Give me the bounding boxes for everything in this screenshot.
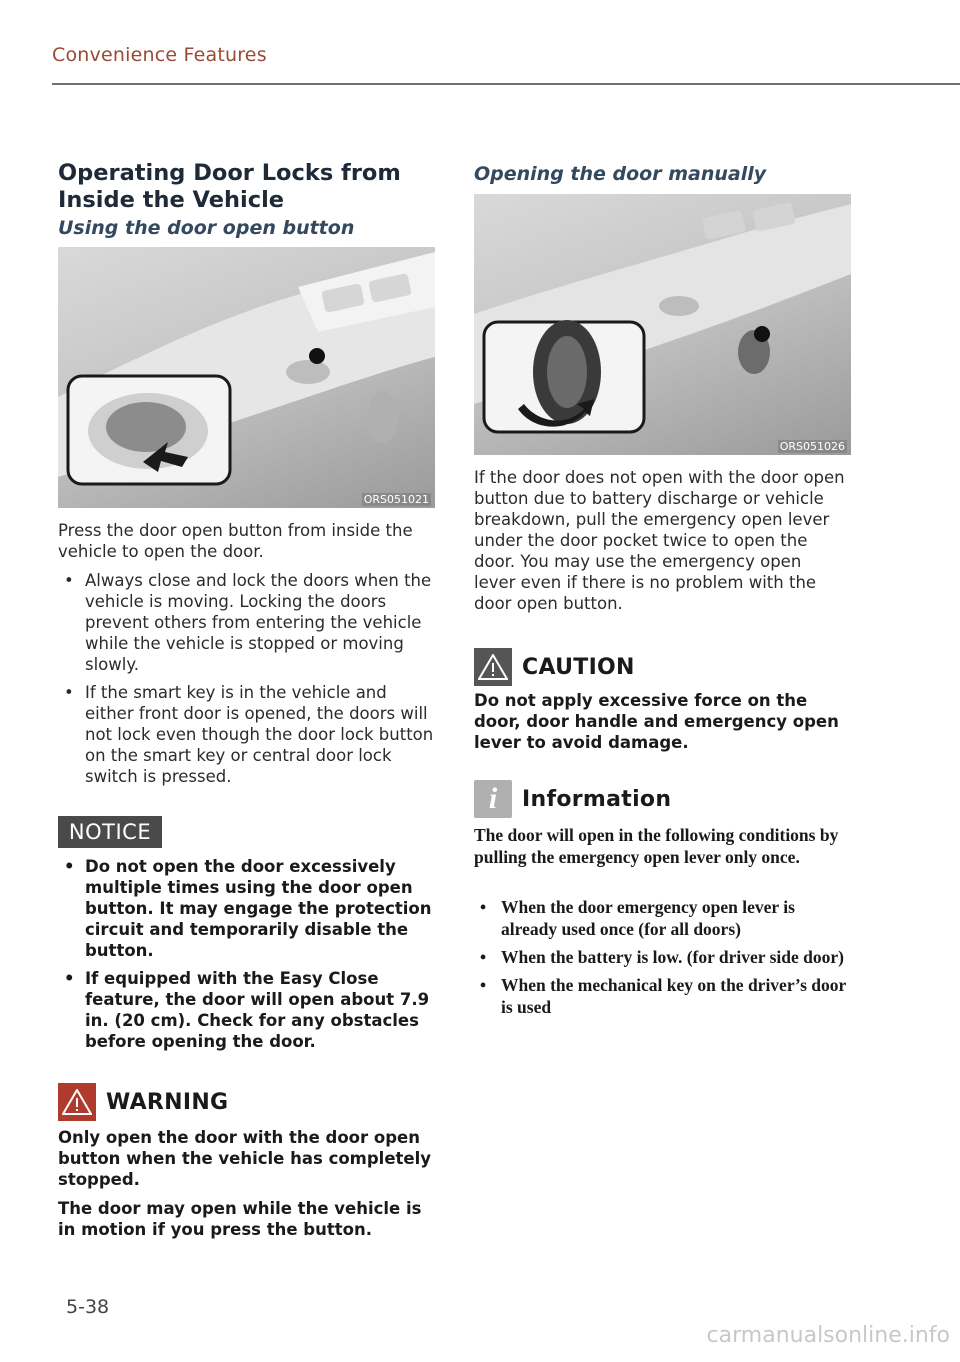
notice-badge: NOTICE bbox=[58, 816, 162, 848]
subheading-opening-manually: Opening the door manually bbox=[474, 163, 767, 185]
caution-text: Do not apply excessive force on the door, door handle and emergency open lever to avoid damage. bbox=[474, 691, 839, 752]
list-item: • When the mechanical key on the driver’s door is used bbox=[474, 974, 852, 1018]
manual-open-paragraph: If the door does not open with the door open button due to battery discharge or vehicle breakdown, pull the emergency open lever under the door pocket twice to open the door. You may use the emergency open lever even if there is no problem with the door open button. bbox=[474, 468, 845, 613]
list-item: • Always close and lock the doors when the vehicle is moving. Locking the doors prevent others from entering the vehicle while the vehicle is stopped or moving slowly. bbox=[58, 570, 436, 675]
information-list bbox=[474, 896, 852, 1024]
warning-text-1: Only open the door with the door open button when the vehicle has completely stopped. bbox=[58, 1128, 432, 1189]
header-divider bbox=[52, 83, 960, 85]
warning-text-2: The door may open while the vehicle is in motion if you press the button. bbox=[58, 1199, 422, 1239]
information-intro: The door will open in the following conditions by pulling the emergency open lever only once. bbox=[474, 825, 839, 867]
section-heading: Operating Door Locks from Inside the Vehicle bbox=[58, 160, 401, 213]
caution-triangle-icon bbox=[474, 648, 512, 686]
figure-code: ORS051026 bbox=[779, 440, 845, 453]
door-panel-illustration bbox=[58, 247, 435, 508]
caution-label: CAUTION bbox=[522, 654, 635, 680]
intro-paragraph: Press the door open button from inside the vehicle to open the door. bbox=[58, 521, 413, 561]
subheading-door-open-button: Using the door open button bbox=[58, 217, 355, 239]
door-lock-bullets bbox=[58, 570, 436, 794]
warning-header bbox=[58, 1083, 228, 1121]
warning-triangle-icon bbox=[58, 1083, 96, 1121]
section-title: Convenience Features bbox=[52, 44, 267, 66]
list-item: • Do not open the door excessively multiple times using the door open button. It may engage the protection circuit and temporarily disable the button. bbox=[58, 856, 438, 961]
page-number: 5-38 bbox=[66, 1296, 110, 1318]
emergency-lever-illustration bbox=[474, 194, 851, 455]
warning-label: WARNING bbox=[106, 1089, 229, 1115]
list-item: • If the smart key is in the vehicle and either front door is opened, the doors will not lock even though the door lock button on the smart key or central door lock switch is pressed. bbox=[58, 682, 436, 787]
door-open-button-figure bbox=[58, 247, 435, 508]
notice-list bbox=[58, 856, 438, 1059]
caution-header bbox=[474, 648, 635, 686]
watermark: carmanualsonline.info bbox=[706, 1323, 950, 1348]
list-item: • When the door emergency open lever is already used once (for all doors) bbox=[474, 896, 852, 940]
info-icon: i bbox=[474, 780, 512, 818]
emergency-lever-figure bbox=[474, 194, 851, 455]
information-header bbox=[474, 780, 671, 818]
list-item: • When the battery is low. (for driver side door) bbox=[474, 946, 852, 968]
information-label: Information bbox=[522, 786, 672, 812]
figure-code: ORS051021 bbox=[363, 493, 429, 506]
list-item: • If equipped with the Easy Close feature, the door will open about 7.9 in. (20 cm). Check for any obstacles before opening the door. bbox=[58, 968, 438, 1052]
